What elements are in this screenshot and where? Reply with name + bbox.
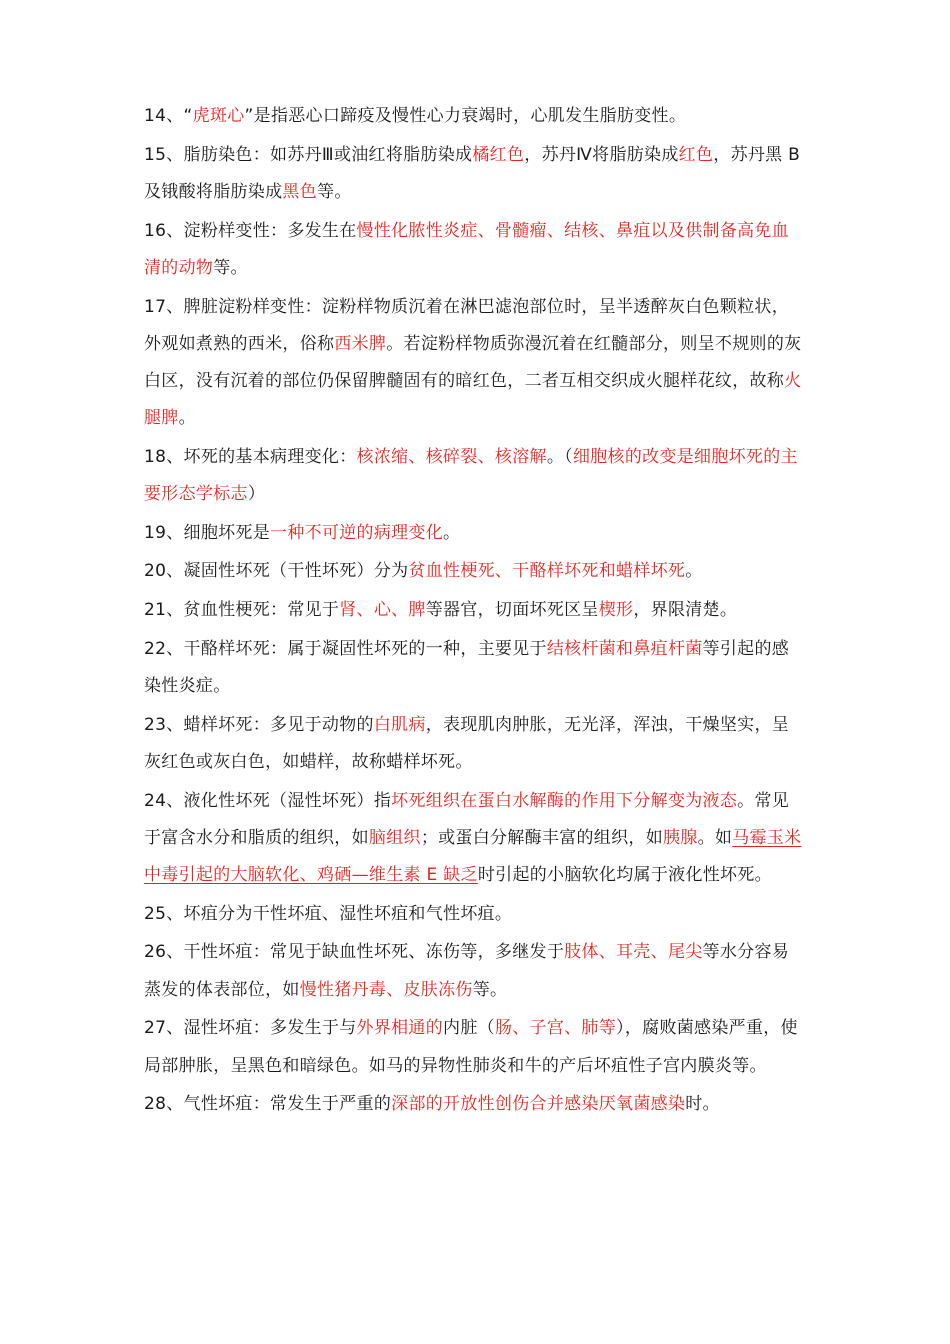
- text-run: 28、气性坏疽：常发生于严重的: [144, 1094, 392, 1115]
- highlight-text: 虎斑心: [192, 106, 245, 126]
- text-run: 22、干酪样坏死：属于凝固性坏死的一种，主要见于: [144, 638, 547, 659]
- text-run: ”是指恶心口蹄疫及慢性心力衰竭时，心肌发生脂肪变性。: [244, 106, 687, 126]
- text-run: 。如: [697, 827, 733, 848]
- text-run: 23、蜡样坏死：多见于动物的: [144, 714, 374, 735]
- text-run: ，苏丹Ⅳ将脂肪染成: [524, 144, 679, 165]
- text-run: 16、淀粉样变性：多发生在: [144, 220, 357, 241]
- text-run: 时。: [685, 1094, 720, 1115]
- paragraph: [144, 213, 804, 287]
- highlight-text: 深部的开放性创伤合并感染厌氧菌感染: [391, 1094, 686, 1115]
- highlight-text: 坏死组织在蛋白水解酶的作用下分解变为液态: [391, 790, 738, 811]
- text-run: ）: [247, 484, 266, 505]
- text-run: ，苏丹黑 B 及锇酸将脂肪染成: [144, 144, 801, 202]
- highlight-text: 慢性化脓性炎症、骨髓瘤、结核、鼻疽以及供制备高免血清的动物: [144, 220, 790, 278]
- paragraph: [144, 98, 804, 135]
- text-run: 内脏（: [443, 1018, 495, 1039]
- highlight-text: 西米脾: [334, 333, 387, 354]
- paragraph: [144, 515, 804, 552]
- text-run: 。: [443, 522, 461, 543]
- highlight-text: 核浓缩、核碎裂、核溶解: [356, 446, 547, 467]
- text-run: ；或蛋白分解酶丰富的组织，如: [420, 827, 664, 848]
- text-run: ，界限清楚。: [633, 600, 738, 621]
- highlight-text: 一种不可逆的病理变化: [270, 522, 444, 543]
- paragraph: [144, 439, 804, 513]
- text-run: 等引起的感染性炎症。: [144, 638, 790, 697]
- highlight-text: 脑组织: [368, 827, 421, 848]
- paragraph: [144, 631, 804, 705]
- text-run: 14、“: [144, 106, 193, 126]
- highlight-text: 肢体、耳壳、尾尖: [564, 942, 703, 963]
- text-run: 。: [178, 408, 196, 429]
- text-run: 等器官，切面坏死区呈: [425, 600, 599, 621]
- text-run: 。若淀粉样物质弥漫沉着在红髓部分，则呈不规则的灰白区，没有沉着的部位仍保留脾髓固有的暗红色，二者互相交织成火腿样花纹，故称: [144, 333, 802, 391]
- highlight-text: 结核杆菌和鼻疽杆菌: [546, 638, 703, 659]
- highlight-text: 外界相通的: [356, 1018, 444, 1039]
- text-run: 。常见于富含水分和脂质的组织，如: [144, 790, 790, 848]
- text-run: ），腐败菌感染严重，使局部肿胀，呈黑色和暗绿色。如马的异物性肺炎和牛的产后坏疽性子宫内膜炎等。: [144, 1018, 798, 1076]
- highlight-text: 火腿脾: [144, 370, 802, 429]
- highlight-text: 细胞核的改变是细胞坏死的主要形态学标志: [144, 446, 798, 505]
- paragraph: [144, 707, 804, 781]
- text-run: 。: [685, 561, 703, 582]
- text-run: ，表现肌肉肿胀，无光泽，浑浊，干燥坚实，呈灰红色或灰白色，如蜡样，故称蜡样坏死。: [144, 714, 790, 772]
- text-run: 。（: [546, 446, 573, 467]
- paragraph: [144, 896, 804, 933]
- text-run: 15、脂肪染色：如苏丹Ⅲ或油红将脂肪染成: [144, 144, 473, 165]
- highlight-text: 慢性猪丹毒、皮肤冻伤: [299, 979, 473, 1000]
- highlight-text: 橘红色: [472, 144, 525, 165]
- text-run: 等水分容易蒸发的体表部位，如: [144, 942, 790, 1000]
- paragraph: [144, 289, 804, 438]
- highlight-text: 贫血性梗死、干酪样坏死和蜡样坏死: [408, 561, 686, 582]
- paragraph: [144, 934, 804, 1008]
- paragraph: [144, 1010, 804, 1084]
- document-page: [144, 98, 804, 1125]
- highlight-text: 红色: [678, 144, 714, 165]
- highlight-text: 肠、子宫、肺等: [494, 1018, 617, 1039]
- text-run: 17、脾脏淀粉样变性：淀粉样物质沉着在淋巴滤泡部位时，呈半透醉灰白色颗粒状，外观如煮熟的西米，俗称: [144, 296, 790, 354]
- highlight-text: 楔形: [598, 600, 634, 621]
- highlight-text: 黑色: [282, 181, 318, 202]
- paragraph: [144, 1086, 804, 1123]
- text-run: 等。: [213, 257, 248, 278]
- text-run: 时引起的小脑软化均属于液化性坏死。: [477, 865, 772, 886]
- text-run: 等。: [317, 181, 352, 202]
- paragraph: [144, 137, 804, 211]
- highlight-text: 肾、心、脾: [339, 600, 426, 621]
- highlight-text: 白肌病: [373, 714, 426, 735]
- text-run: 19、细胞坏死是: [144, 522, 271, 543]
- paragraph: [144, 553, 804, 590]
- text-run: 27、湿性坏疽：多发生于与: [144, 1018, 357, 1039]
- paragraph: [144, 592, 804, 629]
- underlined-highlight-text: 马霉玉米中毒引起的大脑软化、鸡硒—维生素 E 缺乏: [144, 827, 802, 886]
- text-run: 21、贫血性梗死：常见于: [144, 600, 340, 621]
- text-run: 26、干性坏疽：常见于缺血性坏死、冻伤等，多继发于: [144, 942, 565, 963]
- text-run: 等。: [472, 979, 508, 1000]
- text-run: 24、液化性坏死（湿性坏死）指: [144, 790, 392, 811]
- highlight-text: 胰腺: [663, 827, 698, 848]
- text-run: 18、坏死的基本病理变化：: [144, 446, 357, 467]
- text-run: 25、坏疽分为干性坏疽、湿性坏疽和气性坏疽。: [144, 903, 513, 924]
- text-run: 20、凝固性坏死（干性坏死）分为: [144, 561, 409, 582]
- paragraph: [144, 783, 804, 895]
